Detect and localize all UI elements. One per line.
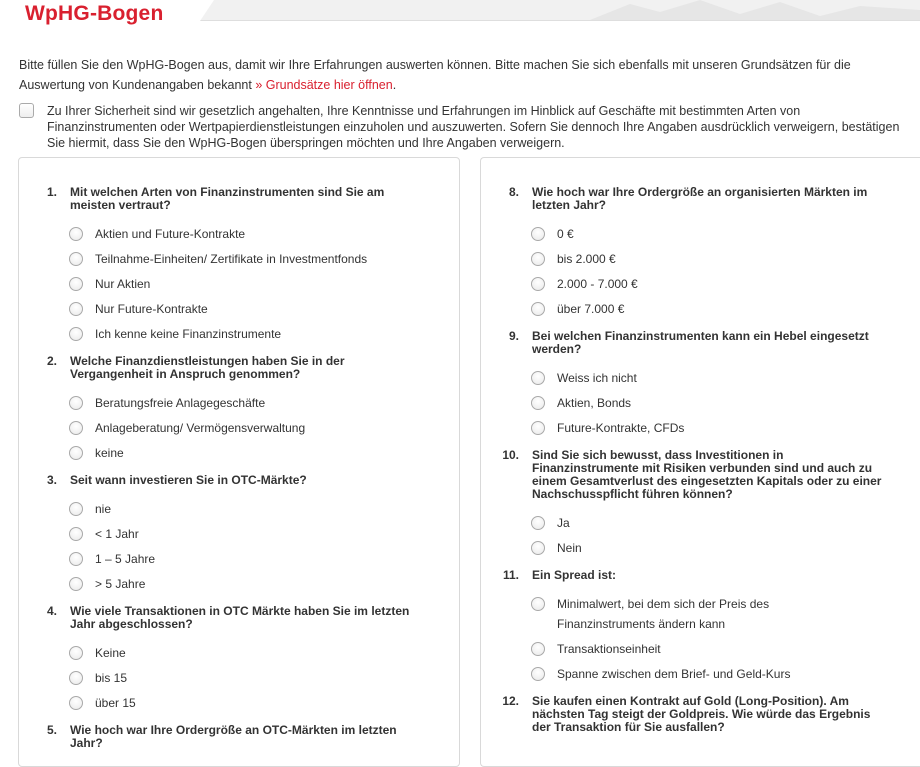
question-number: 2. (46, 354, 57, 368)
radio-button[interactable] (69, 396, 83, 410)
radio-button[interactable] (69, 252, 83, 266)
question-text: Wie hoch war Ihre Ordergröße an OTC-Märkten im letzten Jahr? (70, 723, 397, 750)
refuse-consent-checkbox[interactable] (19, 103, 34, 118)
intro-suffix: . (392, 78, 397, 92)
radio-button[interactable] (531, 642, 545, 656)
answer-option-label: Teilnahme-Einheiten/ Zertifikate in Investmentfonds (95, 252, 368, 266)
answer-option[interactable] (69, 646, 459, 664)
answer-option[interactable] (69, 421, 459, 439)
answer-option-label: über 7.000 € (557, 302, 625, 316)
radio-button[interactable] (69, 577, 83, 591)
question-text: Sind Sie sich bewusst, dass Investitionen in Finanzinstrumente mit Risiken verbunden sind und auch zu einem Gesamtverlust des eingesetzten Kapitals oder zu einer Nachschusspflicht führen können? (532, 448, 882, 501)
answer-option-label: keine (95, 446, 124, 460)
question-text: Sie kaufen einen Kontrakt auf Gold (Long-Position). Am nächsten Tag steigt der Goldpreis. Wie würde das Ergebnis der Transaktion für Sie ausfallen? (532, 694, 871, 734)
radio-button[interactable] (531, 277, 545, 291)
answer-option-label: Transaktionseinheit (557, 642, 661, 656)
radio-button[interactable] (531, 396, 545, 410)
answer-option-label: Nur Future-Kontrakte (95, 302, 208, 316)
answer-option[interactable] (69, 396, 459, 414)
radio-button[interactable] (531, 541, 545, 555)
answer-option[interactable] (531, 371, 920, 389)
answer-option[interactable] (69, 446, 459, 464)
radio-button[interactable] (531, 302, 545, 316)
radio-button[interactable] (69, 527, 83, 541)
question-number: 9. (508, 329, 519, 343)
answer-option-label: Ich kenne keine Finanzinstrumente (95, 327, 282, 341)
answer-option[interactable] (531, 302, 920, 320)
answer-option[interactable] (531, 252, 920, 270)
answer-option[interactable] (69, 502, 459, 520)
answer-option-label: Keine (95, 646, 126, 660)
radio-button[interactable] (531, 667, 545, 681)
radio-button[interactable] (531, 516, 545, 530)
answer-option-label: < 1 Jahr (95, 527, 139, 541)
answer-option[interactable] (531, 541, 920, 559)
question-text: Wie viele Transaktionen in OTC Märkte haben Sie im letzten Jahr abgeschlossen? (70, 604, 410, 631)
answer-option-label: 2.000 - 7.000 € (557, 277, 638, 291)
question-text: Bei welchen Finanzinstrumenten kann ein Hebel eingesetzt werden? (532, 329, 869, 356)
question-number: 8. (508, 185, 519, 199)
questions-panel-right (480, 157, 920, 767)
question-number: 1. (46, 185, 57, 199)
answer-option-label: Nur Aktien (95, 277, 151, 291)
answer-option-label: Anlageberatung/ Vermögensverwaltung (95, 421, 306, 435)
answer-option-label: bis 2.000 € (557, 252, 616, 266)
question-text: Wie hoch war Ihre Ordergröße an organisierten Märkten im letzten Jahr? (532, 185, 868, 212)
radio-button[interactable] (69, 696, 83, 710)
radio-button[interactable] (69, 446, 83, 460)
question-number: 10. (502, 448, 519, 462)
answer-option[interactable] (69, 227, 459, 245)
principles-link[interactable]: » Grundsätze hier öffnen (255, 78, 393, 92)
answer-option[interactable] (69, 552, 459, 570)
consent-text: Zu Ihrer Sicherheit sind wir gesetzlich angehalten, Ihre Kenntnisse und Erfahrungen im Hinblick auf Geschäfte mit bestimmten Arten von Finanzinstrumenten oder Wertpapierdienstleistungen einzuholen und auszuwerten. Sofern Sie dennoch Ihre Angaben ausdrücklich verweigern, bestätigen Sie hiermit, dass Sie den WpHG-Bogen überspringen möchten und Ihre Angaben verweigern. (47, 104, 900, 150)
answer-option-label: Ja (557, 516, 570, 530)
answer-option[interactable] (69, 671, 459, 689)
answer-option[interactable] (69, 577, 459, 595)
question-number: 5. (46, 723, 57, 737)
radio-button[interactable] (531, 371, 545, 385)
answer-option[interactable] (531, 667, 920, 685)
question-number: 12. (502, 694, 519, 708)
question-number: 11. (502, 568, 519, 582)
question-number: 3. (46, 473, 57, 487)
answer-option-label: Nein (557, 541, 582, 555)
radio-button[interactable] (69, 327, 83, 341)
answer-option-label: nie (95, 502, 112, 516)
radio-button[interactable] (69, 277, 83, 291)
answer-option-label: 0 € (557, 227, 574, 241)
radio-button[interactable] (531, 252, 545, 266)
radio-button[interactable] (69, 671, 83, 685)
intro-text (19, 55, 909, 95)
radio-button[interactable] (69, 552, 83, 566)
header-decoration-icon (590, 0, 920, 20)
answer-option[interactable] (531, 396, 920, 414)
answer-option-label: Weiss ich nicht (557, 371, 637, 385)
radio-button[interactable] (69, 502, 83, 516)
questions-panel-left (18, 157, 460, 767)
answer-option[interactable] (531, 421, 920, 439)
answer-option[interactable] (69, 302, 459, 320)
answer-option[interactable] (531, 597, 920, 631)
question-text: Mit welchen Arten von Finanzinstrumenten sind Sie am meisten vertraut? (70, 185, 385, 212)
radio-button[interactable] (531, 421, 545, 435)
answer-option-label: Aktien, Bonds (557, 396, 632, 410)
page-title: WpHG-Bogen (25, 2, 164, 25)
answer-option-label: bis 15 (95, 671, 128, 685)
answer-option-label: > 5 Jahre (95, 577, 146, 591)
answer-option[interactable] (531, 227, 920, 245)
question-text: Welche Finanzdienstleistungen haben Sie in der Vergangenheit in Anspruch genommen? (70, 354, 345, 381)
answer-option-label: Spanne zwischen dem Brief- und Geld-Kurs (557, 667, 791, 681)
answer-option[interactable] (69, 696, 459, 714)
answer-option[interactable] (531, 277, 920, 295)
question-text: Ein Spread ist: (532, 568, 617, 582)
answer-option-label: Future-Kontrakte, CFDs (557, 421, 685, 435)
answer-option-label: 1 – 5 Jahre (95, 552, 156, 566)
intro-body: Bitte füllen Sie den WpHG-Bogen aus, damit wir Ihre Erfahrungen auswerten können. Bitte machen Sie sich ebenfalls mit unseren Grundsätzen für die Auswertung von Kundenangaben bekannt (19, 58, 851, 92)
radio-button[interactable] (69, 227, 83, 241)
answer-option[interactable] (69, 277, 459, 295)
answer-option-label: Beratungsfreie Anlagegeschäfte (95, 396, 266, 410)
answer-option-label: Aktien und Future-Kontrakte (95, 227, 246, 241)
answer-option[interactable] (531, 516, 920, 534)
answer-option[interactable] (69, 527, 459, 545)
answer-option[interactable] (69, 327, 459, 345)
question-number: 4. (46, 604, 57, 618)
question-text: Seit wann investieren Sie in OTC-Märkte? (70, 473, 307, 487)
answer-option[interactable] (69, 252, 459, 270)
answer-option-label: Minimalwert, bei dem sich der Preis des Finanzinstruments ändern kann (557, 597, 770, 631)
answer-option[interactable] (531, 642, 920, 660)
radio-button[interactable] (531, 597, 545, 611)
radio-button[interactable] (69, 421, 83, 435)
radio-button[interactable] (531, 227, 545, 241)
answer-option-label: über 15 (95, 696, 136, 710)
radio-button[interactable] (69, 302, 83, 316)
radio-button[interactable] (69, 646, 83, 660)
